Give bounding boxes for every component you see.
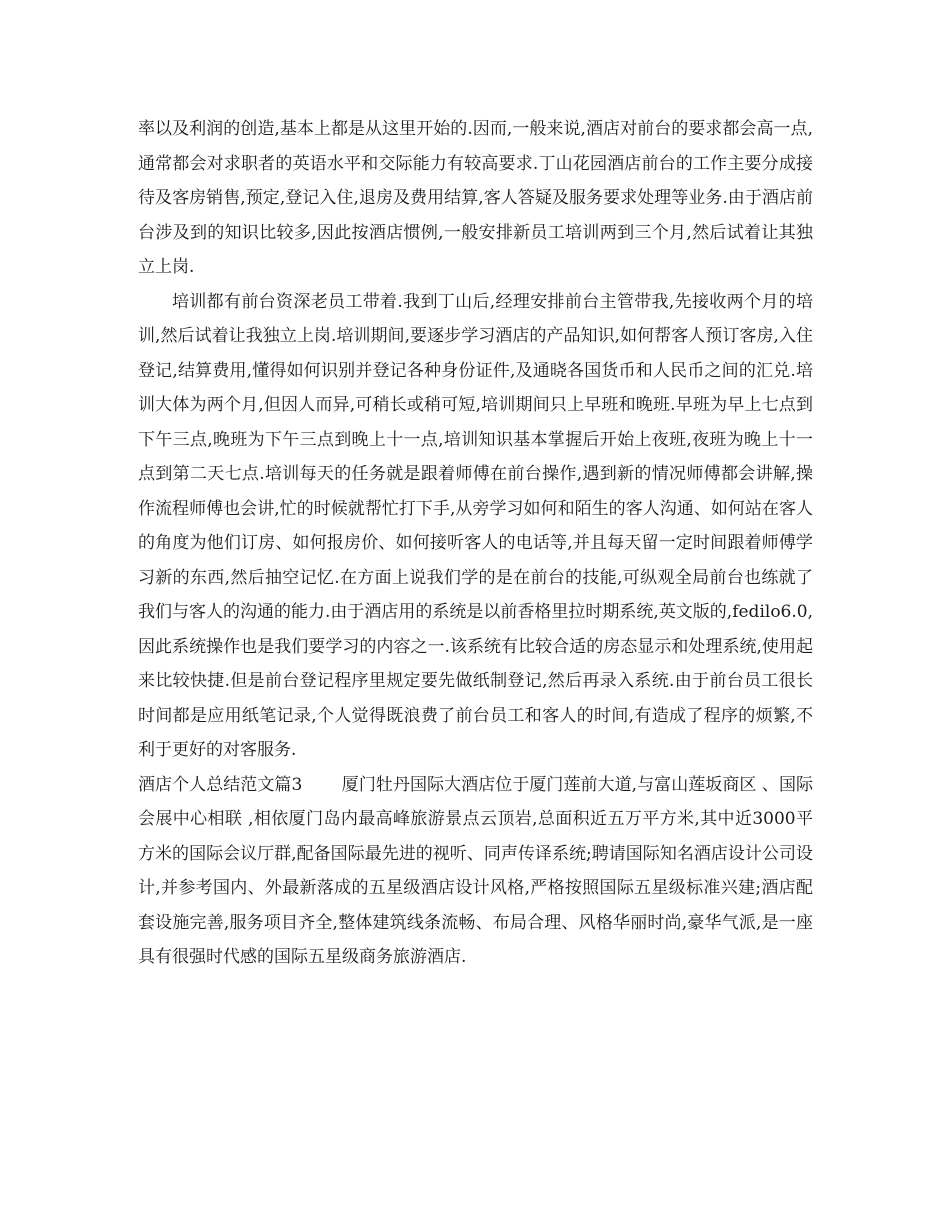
paragraph-intro-continuation: 率以及利润的创造,基本上都是从这里开始的.因而,一般来说,酒店对前台的要求都会高一点,通常都会对求职者的英语水平和交际能力有较高要求.丁山花园酒店前台的工作主要分成接待及客房销售,预定,登记入住,退房及费用结算,客人答疑及服务要求处理等业务.由于酒店前台涉及到的知识比较多,因此按酒店惯例,一般安排新员工培训两到三个月,然后试着让其独立上岗. [138,119,813,277]
document-body [138,112,813,975]
paragraph-sample-3: 酒店个人总结范文篇3 厦门牡丹国际大酒店位于厦门莲前大道,与富山莲坂商区 、国际会展中心相联 ,相依厦门岛内最高峰旅游景点云顶岩,总面积近五万平方米,其中近3000平方米的国际会议厅群,配备国际最先进的视听、同声传译系统;聘请国际知名酒店设计公司设计,并参考国内、外最新落成的五星级酒店设计风格,严格按照国际五星级标准兴建;酒店配套设施完善,服务项目齐全,整体建筑线条流畅、布局合理、风格华丽时尚,豪华气派,是一座具有很强时代感的国际五星级商务旅游酒店. [138,774,813,967]
paragraph-training: 培训都有前台资深老员工带着.我到丁山后,经理安排前台主管带我,先接收两个月的培训,然后试着让我独立上岗.培训期间,要逐步学习酒店的产品知识,如何帮客人预订客房,入住登记,结算费用,懂得如何识别并登记各种身份证件,及通晓各国货币和人民币之间的汇兑.培训大体为两个月,但因人而异,可稍长或稍可短,培训期间只上早班和晚班.早班为早上七点到下午三点,晚班为下午三点到晚上十一点,培训知识基本掌握后开始上夜班,夜班为晚上十一点到第二天七点.培训每天的任务就是跟着师傅在前台操作,遇到新的情况师傅都会讲解,操作流程师傅也会讲,忙的时候就帮忙打下手,从旁学习如何和陌生的客人沟通、如何站在客人的角度为他们订房、如何报房价、如何接听客人的电话等,并且每天留一定时间跟着师傅学习新的东西,然后抽空记忆.在方面上说我们学的是在前台的技能,可纵观全局前台也练就了我们与客人的沟通的能力.由于酒店用的系统是以前香格里拉时期系统,英文版的,fedilo6.0, 因此系统操作也是我们要学习的内容之一.该系统有比较合适的房态显示和处理系统,使用起来比较快捷.但是前台登记程序里规定要先做纸制登记,然后再录入系统.由于前台员工很长时间都是应用纸笔记录,个人觉得既浪费了前台员工和客人的时间,有造成了程序的烦繁,不利于更好的对客服务. [138,291,813,760]
